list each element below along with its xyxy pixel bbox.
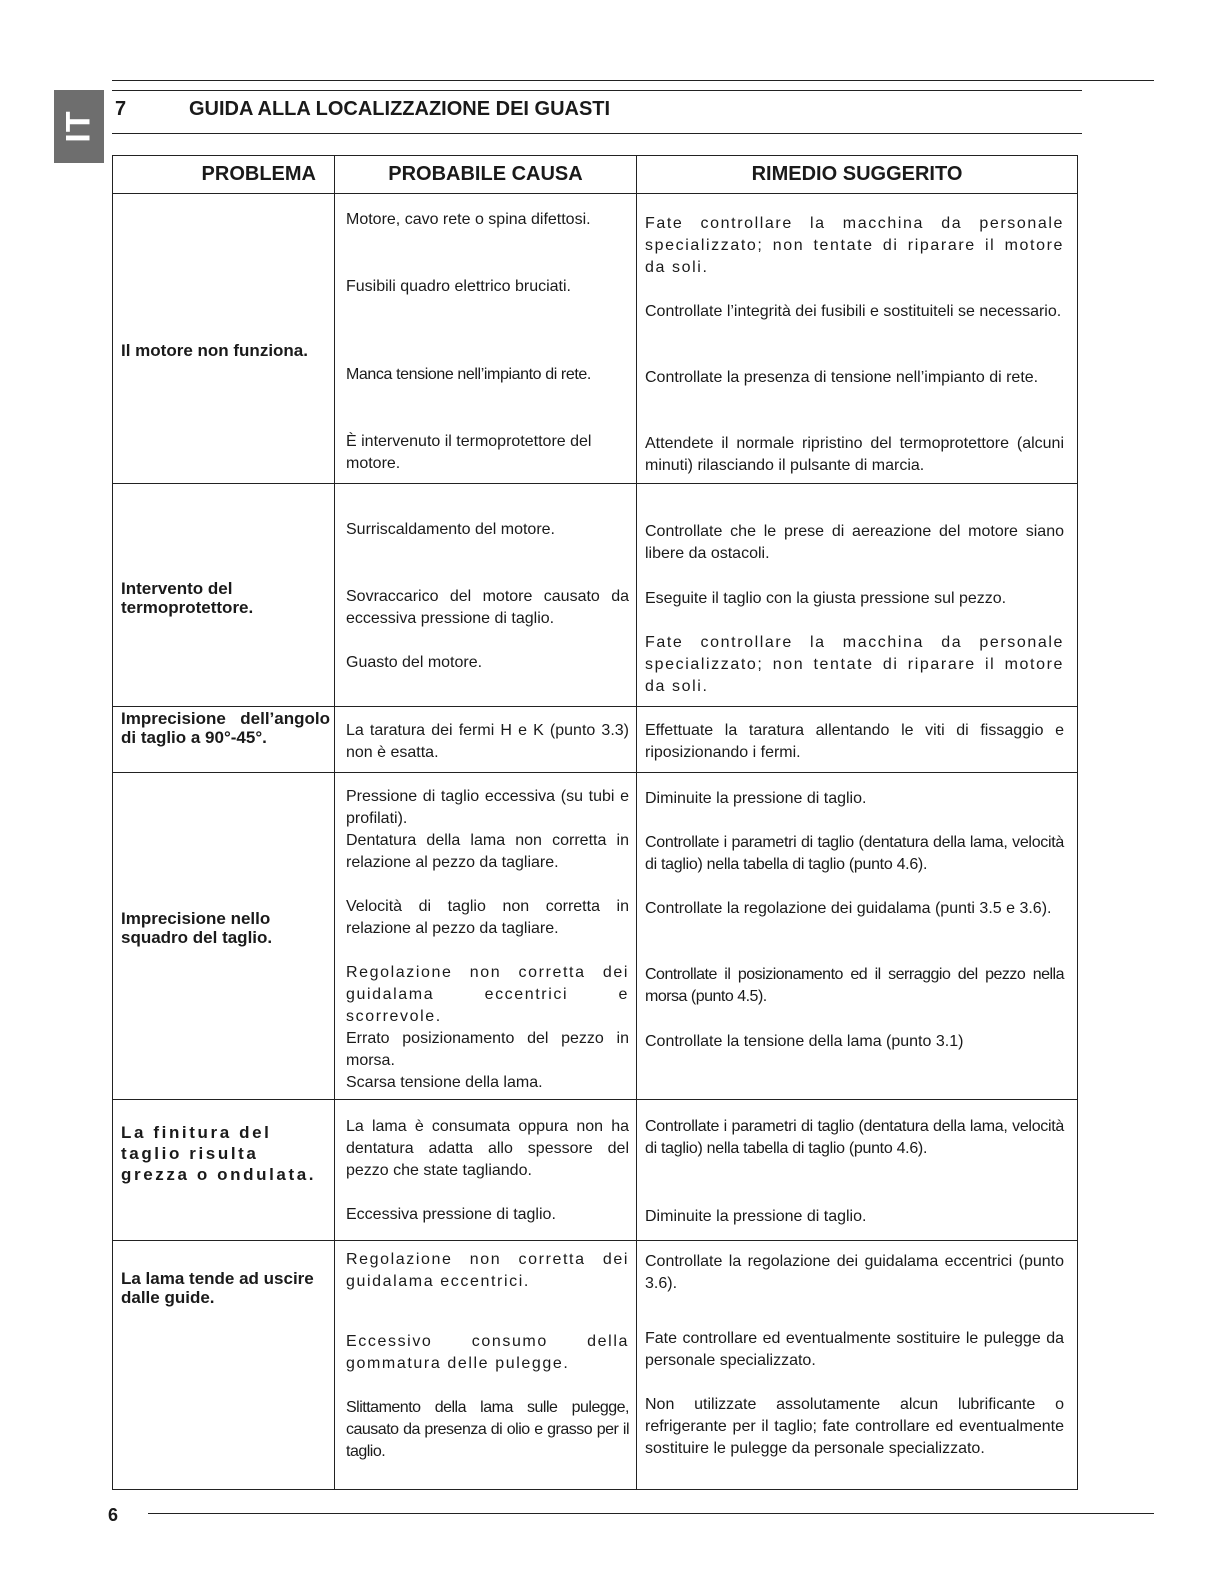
table-row	[113, 484, 1078, 707]
remedy-text: Controllate i parametri di taglio (dentatura della lama, velocità di taglio) nella tabella di taglio (punto 4.6).	[645, 1118, 1064, 1157]
cause-cell	[335, 484, 637, 707]
problem-text	[121, 1122, 330, 1185]
problem-text: La lama tende ad uscire dalle guide.	[121, 1269, 314, 1307]
header-problem	[113, 156, 335, 194]
remedy-text: Controllate la regolazione dei guidalama (punti 3.5 e 3.6).	[645, 900, 1052, 917]
remedy-text: Controllate l’integrità dei fusibili e sostituiteli se necessario.	[645, 303, 1062, 320]
cause-text: Regolazione non corretta dei guidalama eccentrici e scorrevole.	[346, 964, 629, 1025]
problem-cell	[113, 484, 335, 707]
header-cause	[335, 156, 637, 194]
remedy-text: Diminuite la pressione di taglio.	[645, 790, 867, 807]
cause-text: Scarsa tensione della lama.	[346, 1074, 543, 1091]
remedy-text: Eseguite il taglio con la giusta pressione sul pezzo.	[645, 590, 1007, 607]
cause-cell	[335, 194, 637, 484]
remedy-text: Controllate la presenza di tensione nell’impianto di rete.	[645, 369, 1039, 386]
cause-text: Fusibili quadro elettrico bruciati.	[346, 278, 571, 295]
language-tab-label: IT	[59, 110, 98, 143]
cause-text: La taratura dei fermi H e K (punto 3.3) non è esatta.	[346, 722, 629, 761]
header-problem-label: PROBLEMA	[201, 163, 316, 185]
problem-cell	[113, 773, 335, 1100]
remedy-cell	[637, 484, 1078, 707]
title-rule-top	[112, 90, 1082, 91]
problem-text: Il motore non funziona.	[121, 341, 308, 360]
remedy-text: Controllate la regolazione dei guidalama eccentrici (punto 3.6).	[645, 1253, 1064, 1292]
remedy-text: Attendete il normale ripristino del termoprotettore (alcuni minuti) rilasciando il pulsante di marcia.	[645, 435, 1064, 474]
cause-cell	[335, 707, 637, 773]
table-header-row	[113, 156, 1078, 194]
remedy-text: Fate controllare ed eventualmente sostituire le pulegge da personale specializzato.	[645, 1330, 1064, 1369]
remedy-text: Fate controllare la macchina da personale specializzato; non tentate di riparare il motore da soli.	[645, 215, 1064, 276]
remedy-cell	[637, 707, 1078, 773]
problem-text: Intervento del termoprotettore.	[121, 579, 254, 617]
remedy-text: Fate controllare la macchina da personale specializzato; non tentate di riparare il motore da soli.	[645, 634, 1064, 695]
cause-text: Regolazione non corretta dei guidalama eccentrici.	[346, 1251, 629, 1290]
language-tab	[54, 90, 104, 163]
remedy-text: Effettuate la taratura allentando le viti di fissaggio e riposizionando i fermi.	[645, 722, 1064, 761]
problem-cell	[113, 707, 335, 773]
cause-text: Manca tensione nell’impianto di rete.	[346, 366, 591, 383]
cause-text: Dentatura della lama non corretta in relazione al pezzo da tagliare.	[346, 832, 629, 871]
title-rule-bottom	[112, 133, 1082, 134]
remedy-cell	[637, 194, 1078, 484]
cause-cell	[335, 1241, 637, 1490]
table-row	[113, 194, 1078, 484]
problem-cell	[113, 1241, 335, 1490]
header-remedy	[637, 156, 1078, 194]
problem-text: Imprecisione dell’angolo di taglio a 90°-45°.	[121, 709, 330, 747]
cause-text: Pressione di taglio eccessiva (su tubi e profilati).	[346, 788, 629, 827]
section-title: GUIDA ALLA LOCALIZZAZIONE DEI GUASTI	[189, 98, 611, 120]
remedy-text: Non utilizzate assolutamente alcun lubrificante o refrigerante per il taglio; fate controllare ed eventualmente sostituire le pulegge da personale specializzato.	[645, 1396, 1064, 1457]
section-number: 7	[115, 98, 127, 120]
top-rule	[112, 80, 1154, 81]
cause-text: Errato posizionamento del pezzo in morsa.	[346, 1030, 629, 1069]
cause-cell	[335, 773, 637, 1100]
problem-cell	[113, 194, 335, 484]
table-row	[113, 773, 1078, 1100]
cause-text: Velocità di taglio non corretta in relazione al pezzo da tagliare.	[346, 898, 629, 937]
remedy-text: Diminuite la pressione di taglio.	[645, 1208, 867, 1225]
header-cause-label: PROBABILE CAUSA	[388, 163, 583, 185]
cause-text: Eccessivo consumo della gommatura delle pulegge.	[346, 1333, 629, 1372]
cause-text: Slittamento della lama sulle pulegge, causato da presenza di olio e grasso per il taglio.	[346, 1399, 629, 1460]
footer-rule	[148, 1513, 1154, 1514]
cause-text: Eccessiva pressione di taglio.	[346, 1206, 556, 1223]
remedy-cell	[637, 1100, 1078, 1241]
problem-text: Imprecisione nello squadro del taglio.	[121, 909, 273, 947]
table-row	[113, 1100, 1078, 1241]
problem-cell	[113, 1100, 335, 1241]
cause-text: Sovraccarico del motore causato da eccessiva pressione di taglio.	[346, 588, 629, 627]
troubleshooting-table	[112, 155, 1078, 1490]
remedy-cell	[637, 1241, 1078, 1490]
table-row	[113, 1241, 1078, 1490]
table-row	[113, 707, 1078, 773]
remedy-text: Controllate la tensione della lama (punto 3.1)	[645, 1033, 964, 1050]
cause-text: Surriscaldamento del motore.	[346, 521, 555, 538]
cause-text: Guasto del motore.	[346, 654, 483, 671]
remedy-text: Controllate che le prese di aereazione del motore siano libere da ostacoli.	[645, 523, 1064, 562]
remedy-text: Controllate il posizionamento ed il serraggio del pezzo nella morsa (punto 4.5).	[645, 966, 1064, 1005]
cause-text: La lama è consumata oppura non ha dentatura adatta allo spessore del pezzo che state tagliando.	[346, 1118, 629, 1179]
page-number: 6	[108, 1505, 119, 1525]
remedy-cell	[637, 773, 1078, 1100]
cause-text: Motore, cavo rete o spina difettosi.	[346, 211, 591, 228]
cause-text: È intervenuto il termoprotettore del motore.	[346, 433, 592, 472]
remedy-text: Controllate i parametri di taglio (dentatura della lama, velocità di taglio) nella tabella di taglio (punto 4.6).	[645, 834, 1064, 873]
problem-text-span: La finitura del taglio risulta grezza o ondulata.	[121, 1123, 317, 1184]
header-remedy-label: RIMEDIO SUGGERITO	[751, 163, 963, 185]
cause-cell	[335, 1100, 637, 1241]
